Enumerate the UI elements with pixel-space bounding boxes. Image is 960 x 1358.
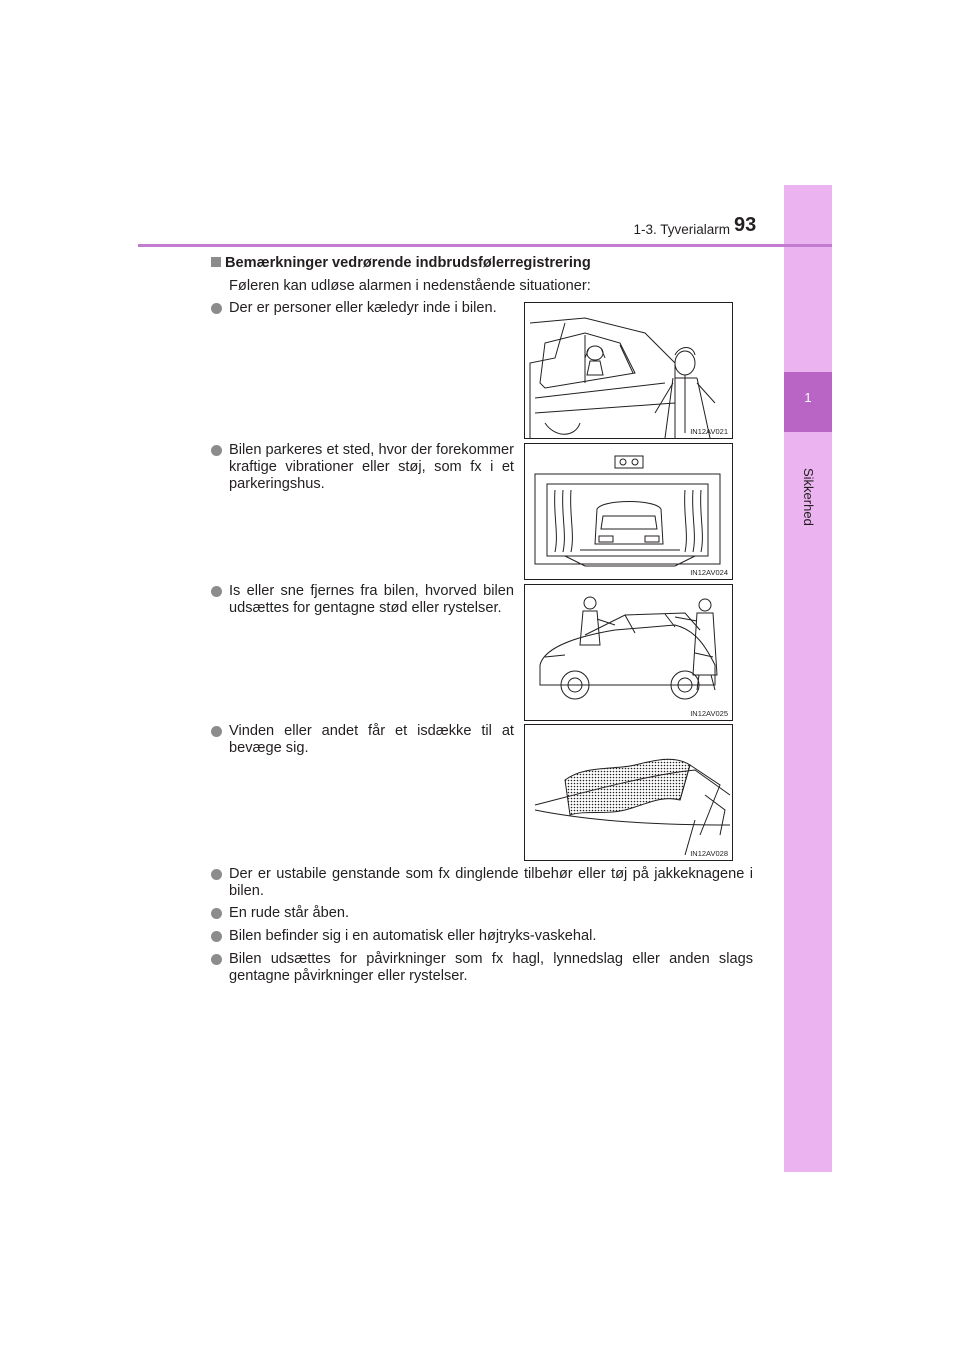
chapter-number: 1 — [804, 390, 812, 405]
list-item — [211, 583, 514, 617]
square-bullet-icon — [211, 257, 221, 267]
list-item — [211, 928, 753, 945]
car-interior-dog-person-illustration — [525, 303, 732, 438]
list-item — [211, 951, 753, 985]
section-heading — [211, 255, 591, 271]
figure-code: IN12AV021 — [690, 427, 728, 436]
side-tab — [784, 185, 832, 1172]
bullet-icon — [211, 908, 222, 919]
bullet-icon — [211, 586, 222, 597]
figure-car-interior — [524, 302, 733, 439]
windshield-cover-illustration — [525, 725, 732, 860]
list-item-text: Vinden eller andet får et isdække til at bevæge sig. — [229, 723, 514, 756]
figure-code: IN12AV024 — [690, 568, 728, 577]
header-divider — [138, 244, 832, 247]
list-item-text: Bilen parkeres et sted, hvor der forekommer kraftige vibrationer eller støj, som fx i et parkeringshus. — [229, 442, 514, 492]
heading-text: Bemærkninger vedrørende indbrudsfølerregistrering — [225, 255, 591, 271]
list-item-text: Bilen befinder sig i en automatisk eller højtryks-vaskehal. — [229, 928, 597, 944]
page-number: 93 — [734, 214, 757, 236]
figure-snow-removal — [524, 584, 733, 721]
chapter-label: Sikkerhed — [801, 468, 816, 526]
list-item-text: Der er ustabile genstande som fx dinglende tilbehør eller tøj på jakkeknagene i bilen. — [229, 866, 753, 899]
list-item — [211, 866, 753, 900]
list-item — [211, 300, 514, 317]
list-item-text: Is eller sne fjernes fra bilen, hvorved bilen udsættes for gentagne stød eller rystelser. — [229, 583, 514, 616]
figure-code: IN12AV025 — [690, 709, 728, 718]
car-wash-illustration — [525, 444, 732, 579]
section-title: 1-3. Tyverialarm — [633, 222, 730, 237]
bullet-icon — [211, 445, 222, 456]
intro-text: Føleren kan udløse alarmen i nedenstående situationer: — [229, 278, 591, 294]
bullet-icon — [211, 303, 222, 314]
bullet-icon — [211, 954, 222, 965]
bullet-icon — [211, 726, 222, 737]
figure-windshield-cover — [524, 724, 733, 861]
list-item-text: Der er personer eller kæledyr inde i bilen. — [229, 300, 497, 316]
bullet-icon — [211, 869, 222, 880]
figure-car-wash — [524, 443, 733, 580]
list-item — [211, 442, 514, 493]
snow-removal-illustration — [525, 585, 732, 720]
list-item-text: Bilen udsættes for påvirkninger som fx hagl, lynnedslag eller anden slags gentagne påvirkninger eller rystelser. — [229, 951, 753, 984]
list-item — [211, 723, 514, 757]
bullet-icon — [211, 931, 222, 942]
list-item — [211, 905, 753, 922]
list-item-text: En rude står åben. — [229, 905, 350, 921]
figure-code: IN12AV028 — [690, 849, 728, 858]
